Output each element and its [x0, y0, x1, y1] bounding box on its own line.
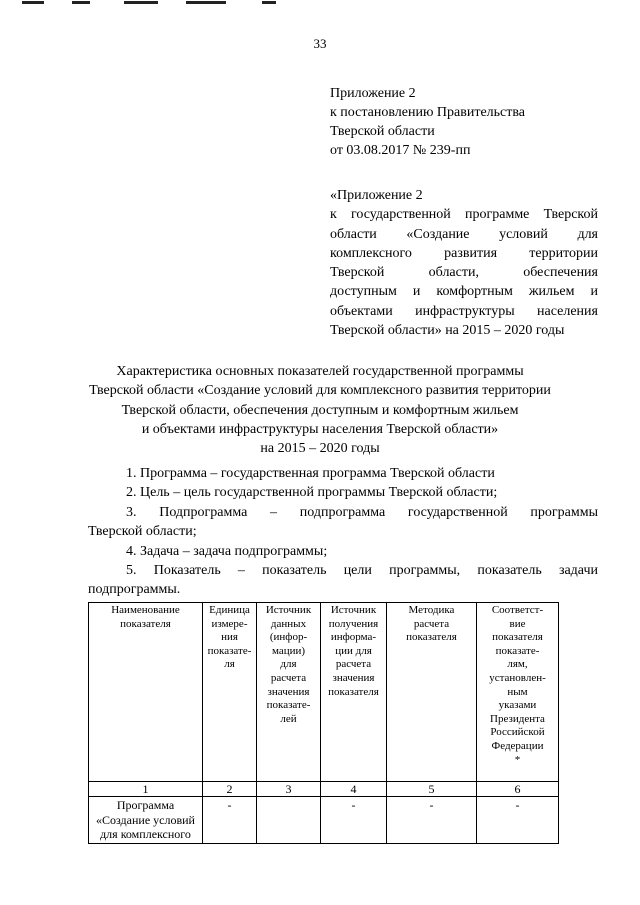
row-indicator-name: Программа «Создание условий для комплексного — [89, 797, 203, 844]
definition-item: 5. Показатель – показатель цели программы, показатель задачи — [126, 563, 598, 579]
definition-item-continued: Тверской области; — [88, 524, 197, 540]
heading-line: и объектами инфраструктуры населения Тверской области» — [141, 421, 499, 437]
appendix-header-line: Приложение 2 — [330, 86, 416, 101]
appendix-header-line: Тверской области — [330, 124, 435, 139]
column-number-row — [89, 782, 559, 797]
column-number: 6 — [477, 782, 559, 797]
column-number: 1 — [89, 782, 203, 797]
scan-edge-marks — [0, 0, 640, 6]
table-header-row — [89, 603, 559, 782]
header-data-source: Источник данных (инфор- мации) для расчета значения показате- лей — [257, 603, 321, 782]
definition-item: 2. Цель – цель государственной программы Тверской области; — [126, 485, 498, 501]
appendix-quote-line: «Приложение 2 — [330, 188, 423, 203]
definition-item-continued: подпрограммы. — [88, 582, 181, 598]
heading-line: Характеристика основных показателей государственной программы — [116, 364, 524, 379]
appendix-quote-line: доступным и комфортным жильем и — [330, 284, 598, 300]
row-cell-methodology: - — [387, 797, 477, 844]
heading-line: Тверской области, обеспечения доступным и комфортным жильем — [121, 402, 519, 418]
header-presidential-compliance: Соответст- вие показателя показате- лям, установлен- ным указами Президента Российской Федерации * — [477, 603, 559, 782]
header-methodology: Методика расчета показателя — [387, 603, 477, 782]
appendix-quote-line: области «Создание условий для — [330, 226, 598, 242]
appendix-header-line: к постановлению Правительства — [330, 105, 526, 120]
appendix-quote — [330, 186, 598, 340]
page-number: 33 — [313, 36, 327, 51]
heading-line: на 2015 – 2020 годы — [260, 441, 380, 457]
column-number: 4 — [321, 782, 387, 797]
appendix-header — [330, 84, 600, 160]
indicators-table — [88, 602, 559, 844]
definitions-list — [88, 464, 598, 600]
row-cell-compliance: - — [477, 797, 559, 844]
column-number: 2 — [203, 782, 257, 797]
row-cell-info-source: - — [321, 797, 387, 844]
header-info-source: Источник получения информа- ции для расчета значения показателя — [321, 603, 387, 782]
appendix-quote-line: к государственной программе Тверской — [330, 207, 598, 223]
document-heading — [76, 362, 564, 458]
appendix-quote-line: Тверской области, обеспечения — [330, 265, 598, 281]
row-cell-unit: - — [203, 797, 257, 844]
column-number: 3 — [257, 782, 321, 797]
table-row — [89, 797, 559, 844]
header-unit: Единица измере- ния показате- ля — [203, 603, 257, 782]
appendix-quote-line: Тверской области» на 2015 – 2020 годы — [330, 323, 565, 339]
definition-item: 4. Задача – задача подпрограммы; — [126, 543, 328, 559]
appendix-header-line: от 03.08.2017 № 239-пп — [330, 143, 471, 158]
column-number: 5 — [387, 782, 477, 797]
row-cell-data-source — [257, 797, 321, 844]
definition-item: 1. Программа – государственная программа Тверской области — [126, 466, 495, 481]
appendix-quote-line: комплексного развития территории — [330, 245, 598, 261]
definition-item: 3. Подпрограмма – подпрограмма государственной программы — [126, 504, 598, 520]
header-indicator-name: Наименование показателя — [89, 603, 203, 782]
appendix-quote-line: объектами инфраструктуры населения — [330, 303, 598, 319]
heading-line: Тверской области «Создание условий для комплексного развития территории — [89, 383, 551, 399]
